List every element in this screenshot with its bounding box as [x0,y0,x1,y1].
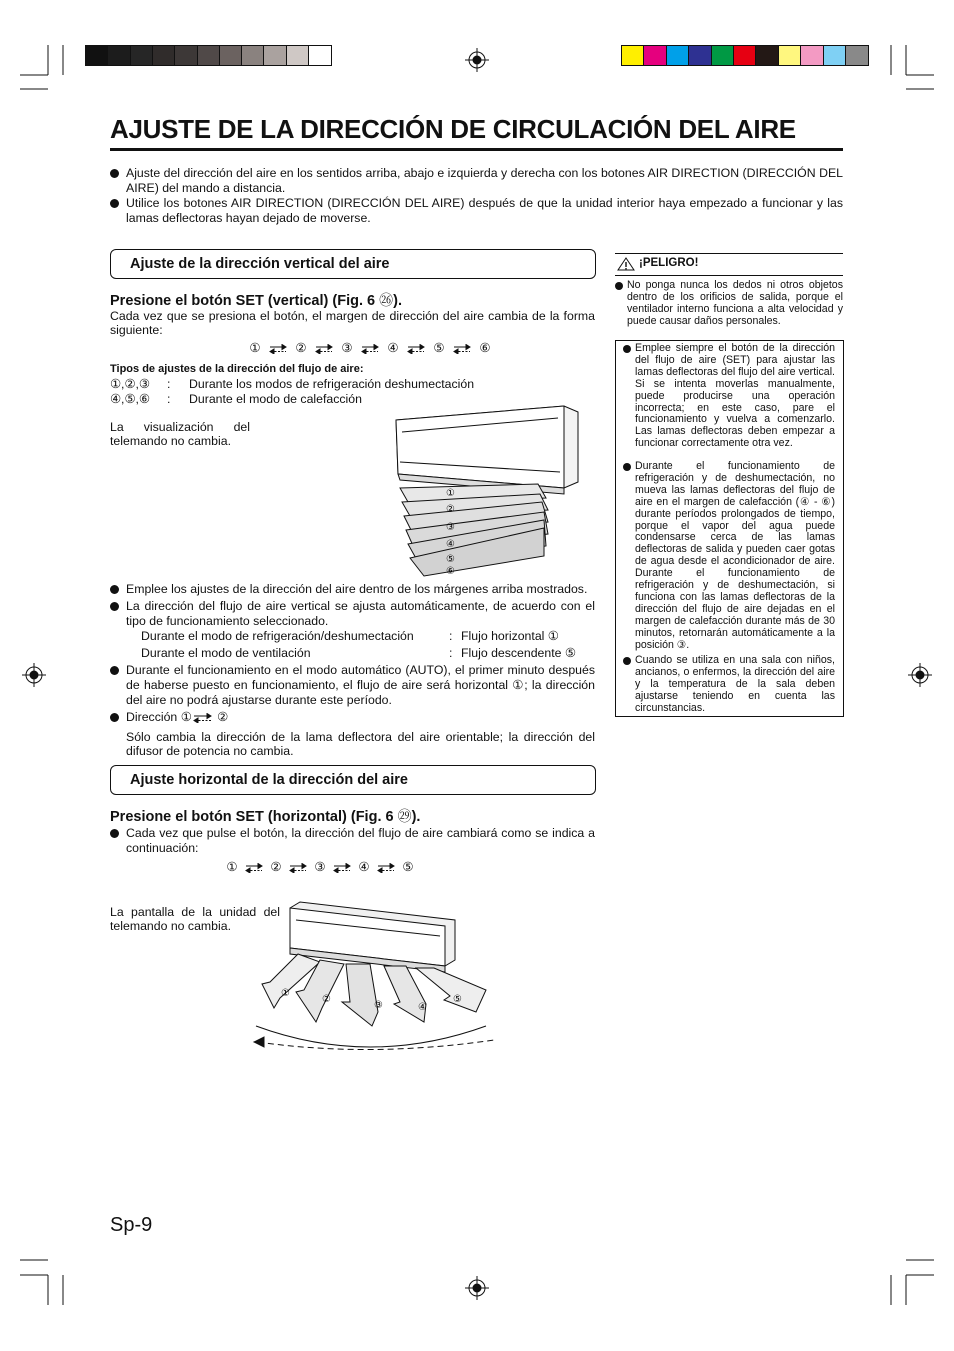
types-title: Tipos de ajustes de la dirección del flujo de aire: [110,363,364,375]
vertical-bullet-1: Emplee los ajustes de la dirección del aire dentro de los márgenes arriba mostrados. [110,582,595,597]
swap-arrows-icon [288,863,308,873]
color-swatch [689,46,711,65]
color-swatch [153,46,175,65]
swap-arrows-icon [314,344,334,354]
horizontal-note: La pantalla de la unidad del telemando no cambia. [110,905,280,933]
vertical-sequence [249,340,491,355]
mode-row-1: Durante el modo de refrigeración/deshumectación : Flujo horizontal ① [141,629,559,643]
caution-bullet-3: Cuando se utiliza en una sala con niños, ancianos, o enfermos, la dirección del aire y la temperatura de la sala deben ajustarse teniendo en cuenta las circunstancias. [623,655,835,715]
diagram-label: ④ [446,539,455,550]
diagram-label: ⑤ [446,554,455,565]
swap-arrows-icon [192,713,214,723]
danger-label: ¡PELIGRO! [639,257,699,269]
bullet-icon [110,585,119,594]
section-horizontal-title: Ajuste horizontal de la dirección del aire [130,772,408,788]
sequence-step: ⑥ [479,341,491,355]
swap-arrows-icon [268,344,288,354]
color-swatch [622,46,644,65]
diagram-label: ② [322,994,331,1005]
diagram-label: ⑤ [453,994,462,1005]
swap-arrows-icon [360,344,380,354]
caution-bullet-1: Emplee siempre el botón de la dirección del flujo de aire (SET) para ajustar las lamas deflectoras del flujo del aire vertical. Si se intenta moverlas manualmente, puede producirse una operación incorrecta; en este caso, pare el funcionamiento y vuelva a comenzarlo. Las lamas deflectoras deben empezar a funcionar correctamente otra vez. [623,343,835,450]
sequence-step: ④ [387,341,399,355]
diagram-label: ① [446,488,455,499]
sequence-step: ③ [341,341,353,355]
diagram-label: ② [446,504,455,515]
bullet-icon [623,345,631,353]
bullet-icon [110,169,119,178]
bullet-icon [110,713,119,722]
direction-bullet: Dirección ① ② [110,710,595,725]
swap-arrows-icon [406,344,426,354]
sequence-step: ② [270,860,282,874]
color-swatch [712,46,734,65]
section-vertical [110,249,596,279]
sequence-step: ⑤ [402,860,414,874]
diagram-label: ⑥ [446,566,455,577]
sequence-step: ① [226,860,238,874]
diagram-label: ① [281,988,290,999]
page-number: Sp-9 [110,1214,153,1236]
types-row-1: ①,②,③ : Durante los modos de refrigeración deshumectación [110,377,475,391]
vertical-bullet-3: Durante el funcionamiento en el modo automático (AUTO), el primer minuto después de haberse puesto en funcionamiento, el flujo de aire será horizontal ①; la dirección del aire no podrá ajustarse durante este período. [110,663,595,708]
color-swatch [801,46,823,65]
danger-heading [615,253,843,276]
color-swatch [175,46,197,65]
swap-arrows-icon [376,863,396,873]
color-swatch [824,46,846,65]
types-row-2: ④,⑤,⑥ : Durante el modo de calefacción [110,392,362,406]
vertical-heading: Presione el botón SET (vertical) (Fig. 6 ㉖). [110,292,402,309]
direction-note: Sólo cambia la dirección de la lama deflectora del aire orientable; la dirección del difusor de potencia no cambia. [126,730,595,758]
diagram-label: ③ [374,1000,383,1011]
color-swatch [242,46,264,65]
bullet-icon [623,463,631,471]
sequence-step: ⑤ [433,341,445,355]
vertical-airflow-diagram [388,402,584,580]
section-vertical-title: Ajuste de la dirección vertical del aire [130,256,390,272]
horizontal-heading: Presione el botón SET (horizontal) (Fig. 6 ㉙). [110,808,421,825]
sequence-step: ③ [314,860,326,874]
horizontal-bullet: Cada vez que pulse el botón, la dirección del flujo de aire cambiará como se indica a continuación: [110,826,595,856]
sequence-step: ② [295,341,307,355]
color-swatch [86,46,108,65]
sequence-step: ④ [358,860,370,874]
color-swatch [734,46,756,65]
intro-bullet-1: Ajuste del dirección del aire en los sentidos arriba, abajo e izquierda y derecha con los botones AIR DIRECTION (DIRECCIÓN DEL AIRE) del mando a distancia. [110,166,843,196]
diagram-label: ③ [446,522,455,533]
bullet-icon [110,602,119,611]
color-swatch [287,46,309,65]
swap-arrows-icon [452,344,472,354]
vertical-note: La visualización del telemando no cambia. [110,420,250,448]
diagram-label: ④ [418,1002,427,1013]
warning-triangle-icon [617,257,635,271]
color-swatch [846,46,868,65]
bullet-icon [615,282,623,290]
danger-text: No ponga nunca los dedos ni otros objetos dentro de los orificios de salida, porque el ventilador interno funciona a alta velocidad y puede causar daños personales. [615,280,843,328]
bullet-icon [110,829,119,838]
color-swatch [220,46,242,65]
vertical-para: Cada vez que se presiona el botón, el margen de dirección del aire cambia de la forma siguiente: [110,309,595,337]
swap-arrows-icon [332,863,352,873]
intro-bullet-2: Utilice los botones AIR DIRECTION (DIRECCIÓN DEL AIRE) después de que la unidad interior haya empezado a funcionar y las lamas deflectoras hayan dejado de moverse. [110,196,843,226]
horizontal-sequence [226,859,414,874]
caution-bullet-2: Durante el funcionamiento de refrigeración y de deshumectación, no mueva las lamas deflectoras del flujo de aire en el margen de calefacción (④ - ⑥) durante períodos prolongados de tiempo, porque el vapor del agua puede condensarse cerca de las lamas deflectoras de salida y pueden caer gotas de agua desde el acondicionador de aire. Durante el funcionamiento de refrigeración y de deshumectación, si funciona con las lamas deflectoras de la dirección del flujo de aire dejadas en el margen de calefacción durante más de 30 minutos, retornarán automáticamente a la posición ③. [623,461,835,652]
mode-row-2: Durante el modo de ventilación : Flujo descendente ⑤ [141,646,576,660]
title-rule [110,148,843,151]
sequence-step: ① [249,341,261,355]
color-swatch [108,46,130,65]
color-swatch [131,46,153,65]
color-swatch [309,46,331,65]
swap-arrows-icon [244,863,264,873]
page-title: AJUSTE DE LA DIRECCIÓN DE CIRCULACIÓN DEL AIRE [110,114,796,144]
bullet-icon [623,657,631,665]
bullet-icon [110,199,119,208]
vertical-bullet-2: La dirección del flujo de aire vertical se ajusta automáticamente, de acuerdo con el tipo de funcionamiento seleccionado. [110,599,595,629]
color-swatch [756,46,778,65]
horizontal-airflow-diagram [250,898,500,1058]
color-swatch [644,46,666,65]
bullet-icon [110,666,119,675]
color-swatch [264,46,286,65]
section-horizontal [110,765,596,795]
color-swatch [779,46,801,65]
color-swatch [198,46,220,65]
color-swatch [667,46,689,65]
